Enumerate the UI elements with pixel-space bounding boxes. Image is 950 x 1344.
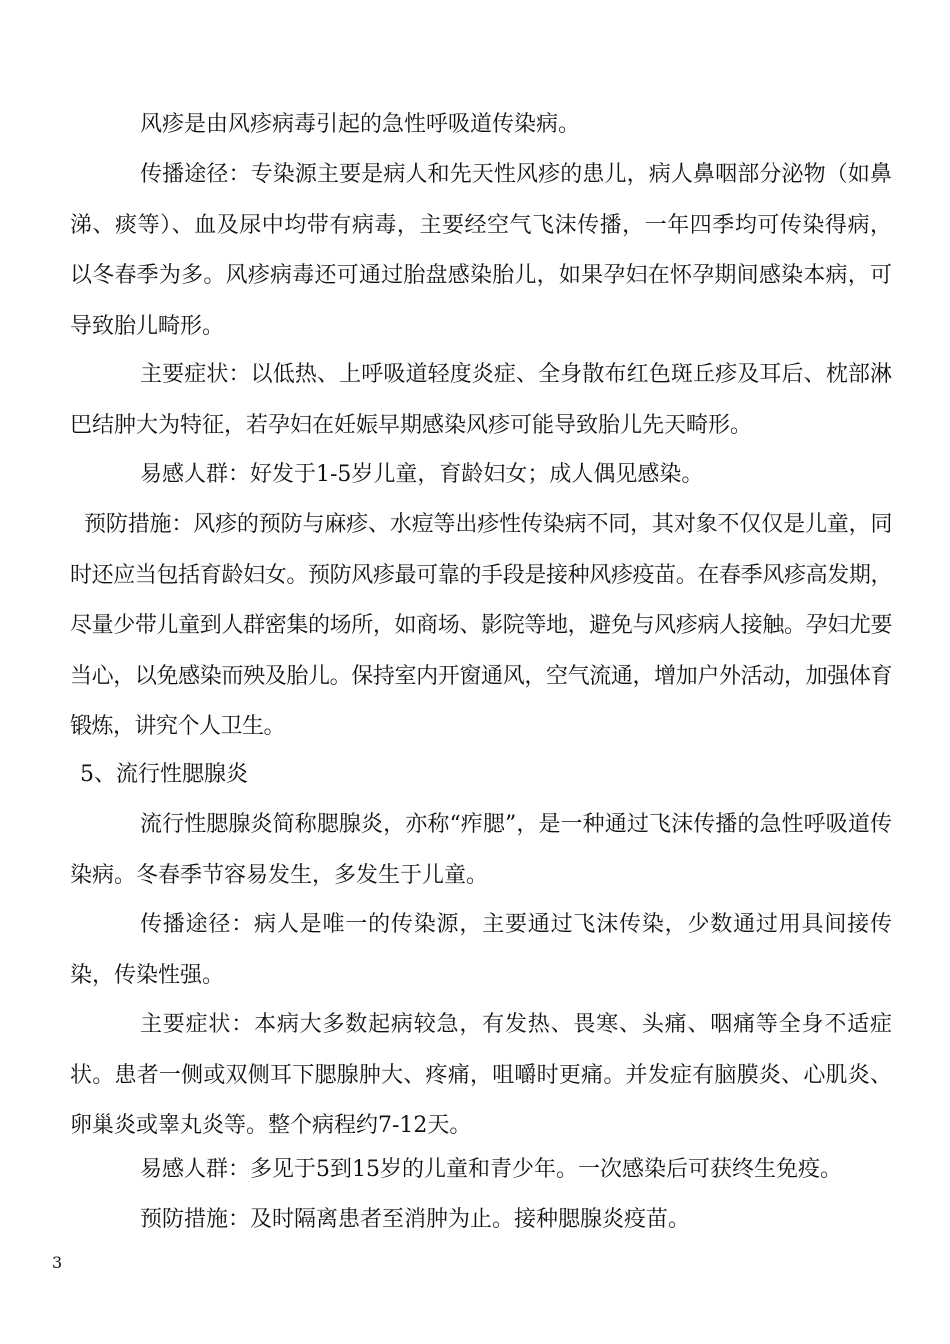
paragraph-rubella-prevention: 预防措施：风疹的预防与麻疹、水痘等出疹性传染病不同，其对象不仅仅是儿童，同时还应当包括育龄妇女。预防风疹最可靠的手段是接种风疹疫苗。在春季风疹高发期，尽量少带儿童到人群密集的场所，如商场、影院等地，避免与风疹病人接触。孕妇尤要当心，以免感染而殃及胎儿。保持室内开窗通风，空气流通，增加户外活动，加强体育锻炼，讲究个人卫生。	[70, 512, 892, 739]
paragraph-mumps-prevention: 预防措施：及时隔离患者至消肿为止。接种腮腺炎疫苗。	[140, 1207, 691, 1232]
paragraph-mumps-susceptible: 易感人群：多见于5到15岁的儿童和青少年。一次感染后可获终生免疫。	[140, 1157, 842, 1182]
page-number: 3	[52, 1253, 63, 1272]
paragraph-mumps-intro: 流行性腮腺炎简称腮腺炎，亦称“痄腮”，是一种通过飞沫传播的急性呼吸道传染病。冬春季节容易发生，多发生于儿童。	[70, 812, 892, 888]
section-heading-mumps: 5、流行性腮腺炎	[80, 762, 248, 787]
paragraph-rubella-transmission: 传播途径：专染源主要是病人和先天性风疹的患儿，病人鼻咽部分泌物（如鼻涕、痰等）、血及尿中均带有病毒，主要经空气飞沫传播，一年四季均可传染得病，以冬春季为多。风疹病毒还可通过胎盘感染胎儿，如果孕妇在怀孕期间感染本病，可导致胎儿畸形。	[70, 162, 892, 339]
paragraph-rubella-susceptible: 易感人群：好发于1-5岁儿童，育龄妇女；成人偶见感染。	[140, 462, 704, 487]
paragraph-mumps-transmission: 传播途径：病人是唯一的传染源，主要通过飞沫传染，少数通过用具间接传染，传染性强。	[70, 912, 892, 988]
paragraph-mumps-symptoms: 主要症状：本病大多数起病较急，有发热、畏寒、头痛、咽痛等全身不适症状。患者一侧或双侧耳下腮腺肿大、疼痛，咀嚼时更痛。并发症有脑膜炎、心肌炎、卵巢炎或睾丸炎等。整个病程约7-12天。	[70, 1012, 892, 1138]
paragraph-rubella-intro: 风疹是由风疹病毒引起的急性呼吸道传染病。	[140, 112, 581, 137]
paragraph-rubella-symptoms: 主要症状：以低热、上呼吸道轻度炎症、全身散布红色斑丘疹及耳后、枕部淋巴结肿大为特征，若孕妇在妊娠早期感染风疹可能导致胎儿先天畸形。	[70, 362, 892, 438]
